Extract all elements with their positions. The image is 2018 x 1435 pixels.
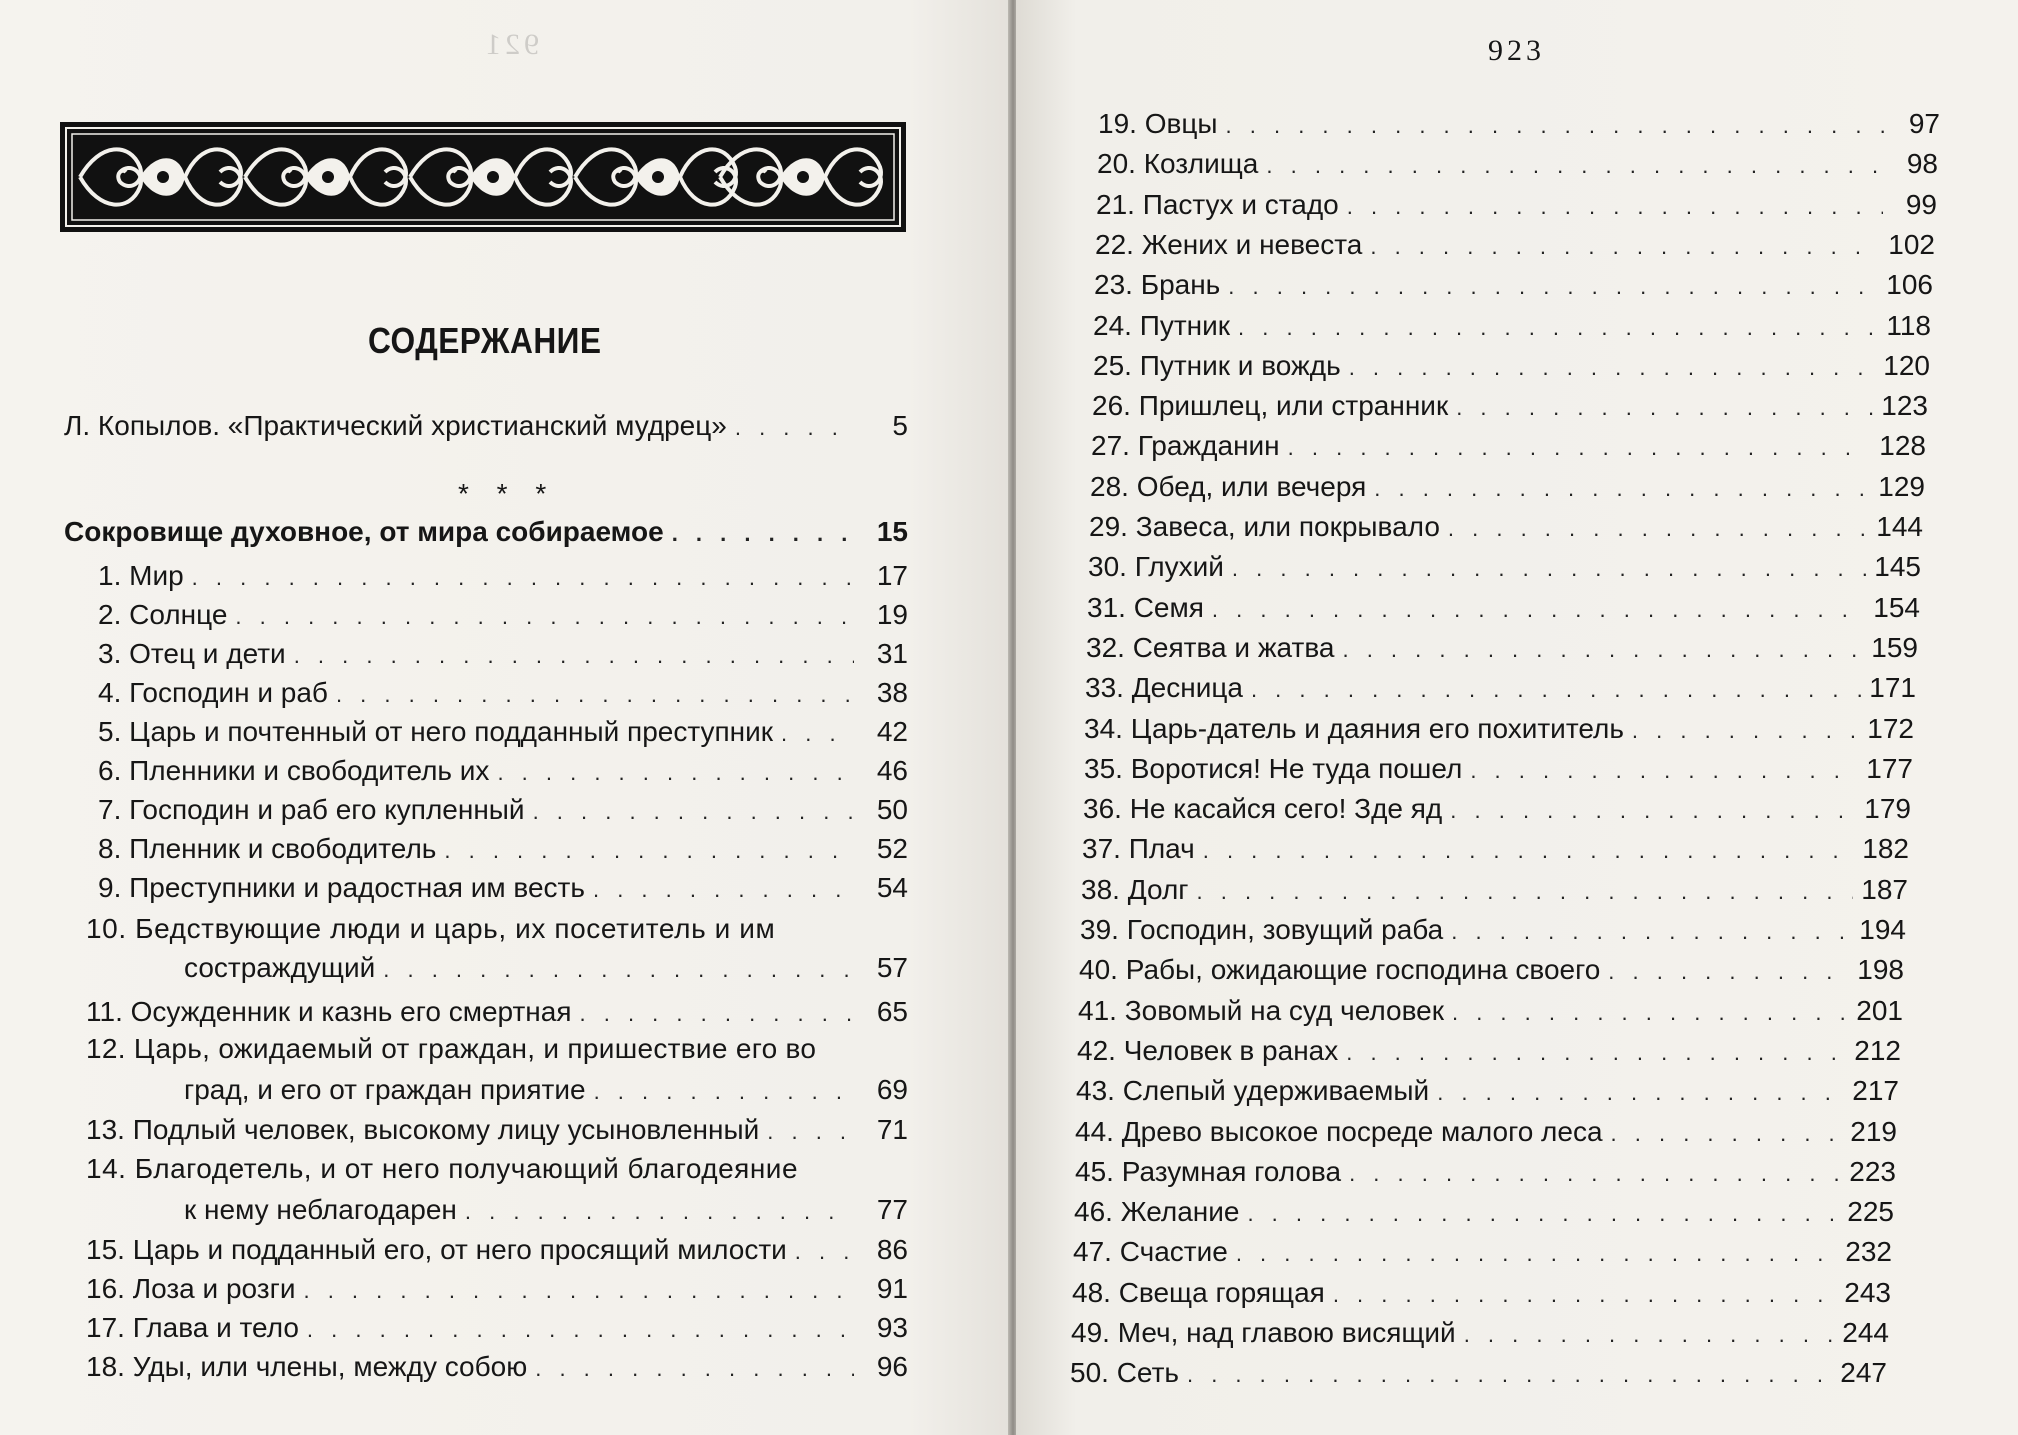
toc-entry-page: 38 [876,677,908,708]
toc-entry-page: 154 [1873,592,1920,623]
toc-entry-title: 9. Преступники и радостная им весть [98,872,585,903]
toc-entry-page: 144 [1876,511,1923,542]
leader-dots [1212,597,1865,623]
leader-dots [795,1239,854,1265]
toc-entry-page: 247 [1840,1357,1887,1388]
toc-entry-title: 31. Семя [1087,592,1204,623]
toc-entry[interactable] [1097,148,1938,180]
toc-entry-page: 223 [1849,1156,1896,1187]
toc-entry-title: 50. Сеть [1070,1357,1179,1388]
leader-dots [1251,677,1861,703]
toc-entry-page: 129 [1878,471,1925,502]
toc-entry[interactable] [1095,229,1935,261]
toc-entry[interactable] [86,1351,908,1383]
leader-dots [1452,1000,1848,1026]
toc-entry[interactable] [86,1312,908,1344]
toc-entry[interactable] [1096,189,1937,221]
leader-dots [1349,355,1876,381]
toc-entry-title: 17. Глава и тело [86,1312,299,1343]
toc-entry-page: 187 [1861,874,1908,905]
toc-entry-title-line1[interactable]: 14. Благодетель, и от него получающий благодеяние [86,1153,799,1184]
toc-entry[interactable] [1074,1196,1894,1228]
toc-entry[interactable] [86,996,908,1028]
toc-entry-title-line2: сострaждущий [184,952,376,983]
toc-entry-page: 179 [1864,793,1911,824]
toc-entry-title: 37. Плач [1082,833,1195,864]
leader-dots [235,604,854,630]
leader-dots [1450,798,1856,824]
leader-dots [533,799,854,825]
toc-entry-page: 123 [1881,390,1928,421]
toc-entry[interactable] [86,1114,908,1146]
toc-entry-title: 22. Жених и невеста [1095,229,1363,260]
mirrored-page-number: 921 [482,28,539,61]
toc-entry[interactable] [184,1074,908,1106]
toc-entry-title: 49. Меч, над главою висящий [1071,1317,1456,1348]
toc-entry[interactable] [1087,592,1920,624]
leader-dots [1464,1322,1835,1348]
toc-entry-page: 97 [1908,108,1940,139]
leader-dots [781,721,854,747]
toc-entry-title: 44. Древо высокое посреде малого леса [1075,1116,1603,1147]
toc-entry-title: 41. Зовомый на суд человек [1078,995,1444,1026]
toc-entry-title: Л. Копылов. «Практический христианский мудрец» [64,410,727,441]
leader-dots [1197,879,1854,905]
toc-entry-page: 86 [876,1234,908,1265]
toc-entry-title-line2: град, и его от граждан приятие [184,1074,586,1105]
toc-entry-title: 35. Воротися! Не туда пошел [1084,753,1463,784]
toc-entry[interactable] [98,560,908,592]
leader-dots [1187,1362,1832,1388]
leader-dots [336,682,854,708]
leader-dots [1437,1080,1844,1106]
toc-entry[interactable] [98,872,908,904]
leader-dots [307,1317,854,1343]
leader-dots [1226,113,1886,139]
toc-entry-page: 212 [1854,1035,1901,1066]
leader-dots [1238,315,1877,341]
toc-entry-page: 71 [876,1114,908,1145]
toc-entry-page: 91 [876,1273,908,1304]
toc-entry[interactable] [98,794,908,826]
toc-entry-page: 198 [1857,954,1904,985]
toc-entry[interactable] [1071,1317,1889,1349]
toc-entry-page: 93 [876,1312,908,1343]
toc-entry-title: 7. Господин и раб его купленный [98,794,525,825]
toc-entry[interactable] [1083,793,1911,825]
toc-entry-title: 42. Человек в ранах [1077,1035,1339,1066]
toc-entry-title: 24. Путник [1093,310,1231,341]
toc-entry-page: 219 [1850,1116,1897,1147]
leader-dots [192,565,854,591]
toc-entry[interactable] [98,677,908,709]
toc-entry-page: 96 [876,1351,908,1382]
toc-entry-title: 39. Господин, зовущий раба [1080,914,1444,945]
leader-dots [1632,718,1859,744]
section-separator: * * * [458,478,557,509]
leader-dots [1608,959,1849,985]
leader-dots [1203,838,1855,864]
toc-entry-title-line1[interactable]: 12. Царь, ожидаемый от граждан, и пришествие его во [86,1033,817,1064]
toc-entry[interactable] [1073,1236,1892,1268]
toc-entry-title: 32. Сеятва и жатва [1086,632,1335,663]
toc-entry[interactable] [98,599,908,631]
toc-entry-page: 232 [1845,1236,1892,1267]
toc-entry-title: 30. Глухий [1088,551,1224,582]
toc-entry-title: 33. Десница [1085,672,1243,703]
toc-entry-page: 217 [1852,1075,1899,1106]
leader-dots [1611,1121,1843,1147]
leader-dots [1236,1241,1837,1267]
leader-dots [1247,1201,1839,1227]
toc-entry[interactable] [98,833,908,865]
toc-entry-title: 21. Пастух и стадо [1096,189,1339,220]
toc-entry-page: 177 [1866,753,1913,784]
toc-entry-page: 31 [876,638,908,669]
toc-entry[interactable] [1084,713,1914,745]
toc-entry-title: 43. Слепый удерживаемый [1076,1075,1430,1106]
toc-entry-page: 77 [876,1194,908,1225]
toc-entry[interactable] [98,638,908,670]
toc-entry[interactable] [98,755,908,787]
toc-entry-page: 106 [1886,269,1933,300]
toc-entry[interactable] [1090,471,1925,503]
toc-entry-page: 171 [1869,672,1916,703]
toc-entry-title: 8. Пленник и свободитель [98,833,437,864]
toc-entry-page: 243 [1844,1277,1891,1308]
toc-entry-page: 120 [1883,350,1930,381]
toc-entry-title: 1. Мир [98,560,184,591]
leader-dots [1333,1282,1836,1308]
leader-dots [383,957,854,983]
leader-dots [1228,274,1878,300]
leader-dots [444,838,854,864]
leader-dots [1288,435,1872,461]
toc-entry[interactable] [184,1194,908,1226]
toc-entry-title: 19. Овцы [1098,108,1218,139]
toc-entry-page: 42 [876,716,908,747]
toc-entry-page: 102 [1888,229,1935,260]
toc-entry-page: 145 [1874,551,1921,582]
toc-entry-title: 36. Не касайся сего! Зде яд [1083,793,1443,824]
toc-entry[interactable] [1094,269,1933,301]
leader-dots [1451,919,1851,945]
toc-entry[interactable] [1098,108,1940,140]
toc-entry-page: 244 [1842,1317,1889,1348]
leader-dots [294,643,854,669]
toc-entry-page: 17 [876,560,908,591]
toc-entry-title: 11. Осужденник и казнь его смертная [86,996,572,1027]
leader-dots [735,415,854,441]
toc-entry-page: 128 [1879,430,1926,461]
toc-entry[interactable] [1084,753,1913,785]
leader-dots [580,1001,855,1027]
leader-dots [1347,194,1883,220]
toc-section-entry[interactable] [64,516,908,548]
toc-entry-title: 26. Пришлец, или странник [1092,390,1449,421]
toc-entry-title: 46. Желание [1074,1196,1240,1227]
leader-dots [535,1356,854,1382]
toc-entry-page: 159 [1871,632,1918,663]
leader-dots [1349,1161,1841,1187]
leader-dots [1470,758,1858,784]
toc-entry[interactable] [1078,995,1903,1027]
toc-entry[interactable] [1077,1035,1901,1067]
toc-entry-title: 18. Уды, или члены, между собою [86,1351,528,1382]
leader-dots [767,1119,854,1145]
toc-entry-title: 20. Козлища [1097,148,1259,179]
toc-entry[interactable] [1088,551,1921,583]
toc-entry-page: 225 [1847,1196,1894,1227]
toc-entry-title: 5. Царь и почтенный от него подданный преступник [98,716,773,747]
toc-entry-page: 118 [1886,310,1931,341]
toc-entry-page: 99 [1905,189,1937,220]
leader-dots [1456,395,1873,421]
leader-dots [1370,234,1880,260]
toc-entry-page: 50 [876,794,908,825]
toc-entry[interactable] [86,1234,908,1266]
leader-dots [1346,1040,1846,1066]
leader-dots [672,521,854,547]
leader-dots [1342,637,1863,663]
toc-entry-page: 194 [1859,914,1906,945]
ornamental-header-band [60,122,906,232]
leader-dots [1448,516,1868,542]
toc-entry-page: 19 [876,599,908,630]
toc-entry-page: 5 [892,410,908,441]
toc-entry-title: 45. Разумная голова [1075,1156,1342,1187]
toc-entry[interactable] [1093,350,1930,382]
page-number: 923 [1488,34,1545,67]
toc-entry-title: 38. Долг [1081,874,1189,905]
toc-entry-title: 47. Счастие [1073,1236,1228,1267]
toc-entry-title: 29. Завеса, или покрывало [1089,511,1440,542]
toc-entry[interactable] [1093,310,1931,342]
toc-entry-title: 40. Рабы, ожидающие господина своего [1079,954,1601,985]
toc-entry-title-line2: к нему неблагодарен [184,1194,457,1225]
toc-entry[interactable] [1075,1156,1896,1188]
toc-entry[interactable] [1086,632,1918,664]
toc-entry-title-line1[interactable]: 10. Бедствующие люди и царь, их посетитель и им [86,913,776,944]
toc-entry-page: 65 [876,996,908,1027]
leader-dots [465,1199,854,1225]
toc-entry-page: 172 [1867,713,1914,744]
toc-entry[interactable] [1079,954,1904,986]
toc-entry-title: 15. Царь и подданный его, от него просящий милости [86,1234,787,1265]
leader-dots [1374,476,1870,502]
toc-intro-entry[interactable] [64,410,908,442]
toc-entry-page: 15 [876,516,908,547]
toc-entry[interactable] [1080,914,1906,946]
leader-dots [593,877,854,903]
toc-entry-page: 182 [1862,833,1909,864]
toc-entry-title: 13. Подлый человек, высокому лицу усыновленный [86,1114,760,1145]
toc-entry-page: 57 [876,952,908,983]
leader-dots [594,1079,854,1105]
toc-entry-page: 54 [876,872,908,903]
toc-entry[interactable] [98,716,908,748]
toc-entry-title: 25. Путник и вождь [1093,350,1341,381]
toc-entry-page: 52 [876,833,908,864]
toc-entry[interactable] [1076,1075,1899,1107]
toc-section-title: Сокровище духовное, от мира собираемое [64,516,664,547]
toc-entry[interactable] [1082,833,1909,865]
toc-entry[interactable] [86,1273,908,1305]
toc-entry[interactable] [1092,390,1928,422]
toc-entry[interactable] [1085,672,1916,704]
toc-entry[interactable] [1072,1277,1891,1309]
leader-dots [1266,153,1884,179]
toc-entry-page: 69 [876,1074,908,1105]
toc-entry-title: 4. Господин и раб [98,677,328,708]
toc-entry-title: 2. Солнце [98,599,228,630]
toc-entry-title: 6. Пленники и свободитель их [98,755,490,786]
toc-entry-title: 3. Отец и дети [98,638,286,669]
toc-entry-page: 98 [1906,148,1938,179]
toc-entry-page: 46 [876,755,908,786]
toc-entry-title: 23. Брань [1094,269,1221,300]
toc-heading: СОДЕРЖАНИЕ [368,320,602,361]
toc-entry[interactable] [1089,511,1923,543]
toc-entry-title: 48. Свеща горящая [1072,1277,1325,1308]
leader-dots [1232,556,1866,582]
leader-dots [303,1278,854,1304]
toc-entry-title: 28. Обед, или вечеря [1090,471,1367,502]
toc-entry-page: 201 [1856,995,1903,1026]
toc-entry[interactable] [1081,874,1908,906]
toc-entry[interactable] [1070,1357,1887,1389]
toc-entry[interactable] [184,952,908,984]
toc-entry[interactable] [1075,1116,1897,1148]
toc-entry[interactable] [1091,430,1926,462]
toc-entry-title: 16. Лоза и розги [86,1273,296,1304]
toc-entry-title: 34. Царь-датель и даяния его похититель [1084,713,1624,744]
leader-dots [497,760,854,786]
toc-entry-title: 27. Гражданин [1091,430,1280,461]
